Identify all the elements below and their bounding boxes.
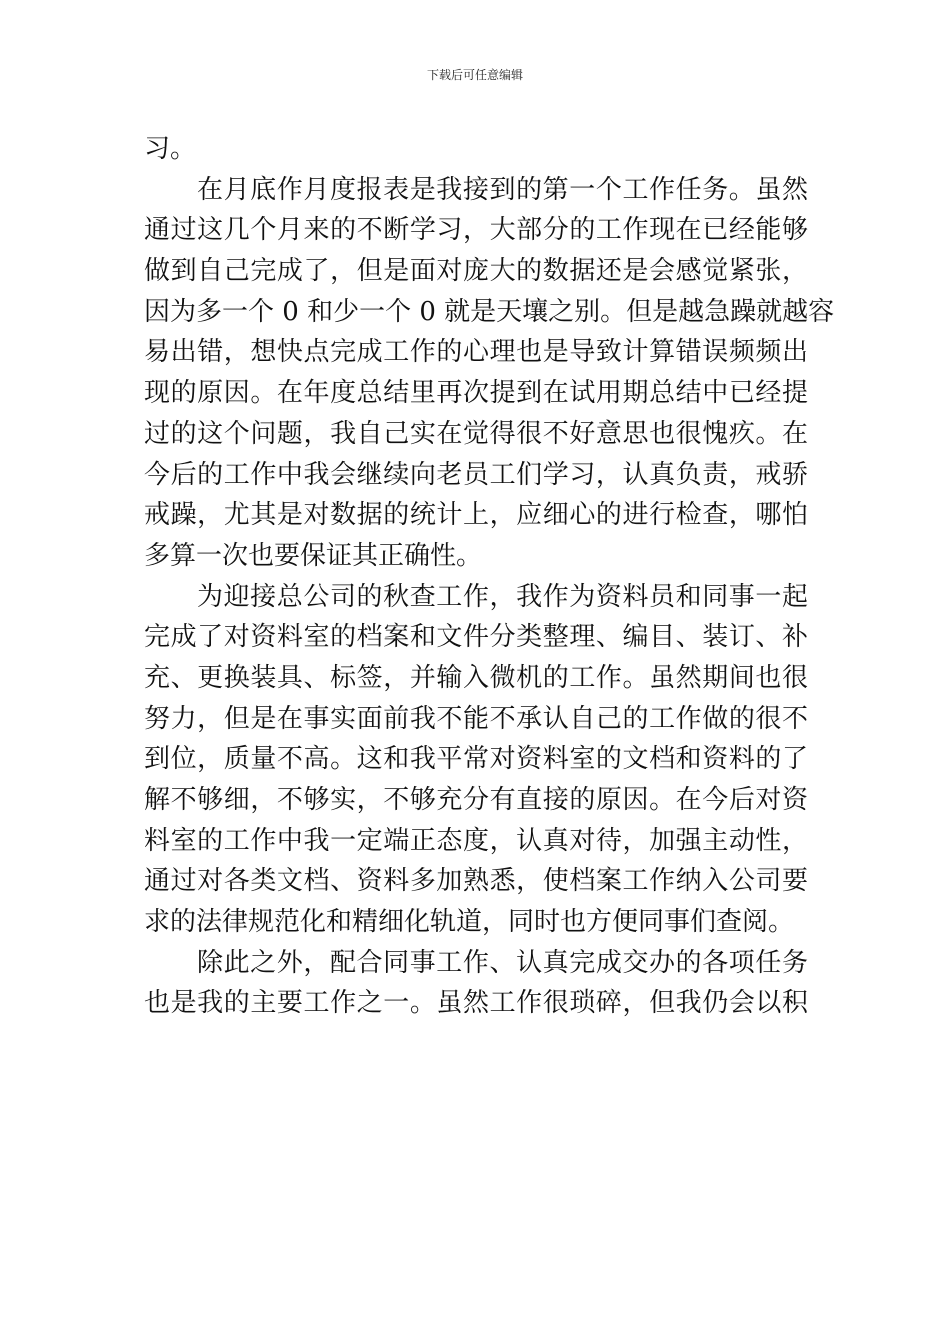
text-line: 今后的工作中我会继续向老员工们学习，认真负责，戒骄: [144, 459, 808, 490]
text-line: 多算一次也要保证其正确性。: [144, 540, 483, 571]
text-line: 现的原因。在年度总结里再次提到在试用期总结中已经提: [144, 378, 808, 409]
document-body: [144, 129, 835, 1024]
text-line: 通过这几个月来的不断学习，大部分的工作现在已经能够: [144, 215, 808, 246]
text-line: 戒躁，尤其是对数据的统计上，应细心的进行检查，哪怕: [144, 500, 808, 531]
text-line: 除此之外，配合同事工作、认真完成交办的各项任务: [197, 947, 808, 978]
text-line: 过的这个问题，我自己实在觉得很不好意思也很愧疚。在: [144, 418, 808, 449]
text-line: 到位，质量不高。这和我平常对资料室的文档和资料的了: [144, 744, 808, 775]
text-line: 因为多一个 0 和少一个 0 就是天壤之别。但是越急躁就越容: [144, 296, 835, 327]
text-line: 完成了对资料室的档案和文件分类整理、编目、装订、补: [144, 622, 808, 653]
page-header: 下载后可任意编辑: [426, 68, 523, 82]
text-line: 为迎接总公司的秋查工作，我作为资料员和同事一起: [197, 581, 808, 612]
text-line: 料室的工作中我一定端正态度，认真对待，加强主动性，: [144, 825, 808, 856]
text-line: 易出错，想快点完成工作的心理也是导致计算错误频频出: [144, 337, 808, 368]
text-line: 解不够细，不够实，不够充分有直接的原因。在今后对资: [144, 785, 808, 815]
text-line: 也是我的主要工作之一。虽然工作很琐碎，但我仍会以积: [144, 988, 808, 1019]
text-line: 习。: [144, 134, 197, 164]
text-line: 求的法律规范化和精细化轨道，同时也方便同事们查阅。: [144, 907, 795, 938]
text-line: 做到自己完成了，但是面对庞大的数据还是会感觉紧张，: [144, 256, 808, 287]
text-line: 在月底作月度报表是我接到的第一个工作任务。虽然: [197, 174, 808, 205]
text-line: 通过对各类文档、资料多加熟悉，使档案工作纳入公司要: [144, 866, 808, 897]
text-line: 努力，但是在事实面前我不能不承认自己的工作做的很不: [144, 703, 808, 734]
text-line: 充、更换装具、标签，并输入微机的工作。虽然期间也很: [144, 662, 808, 693]
